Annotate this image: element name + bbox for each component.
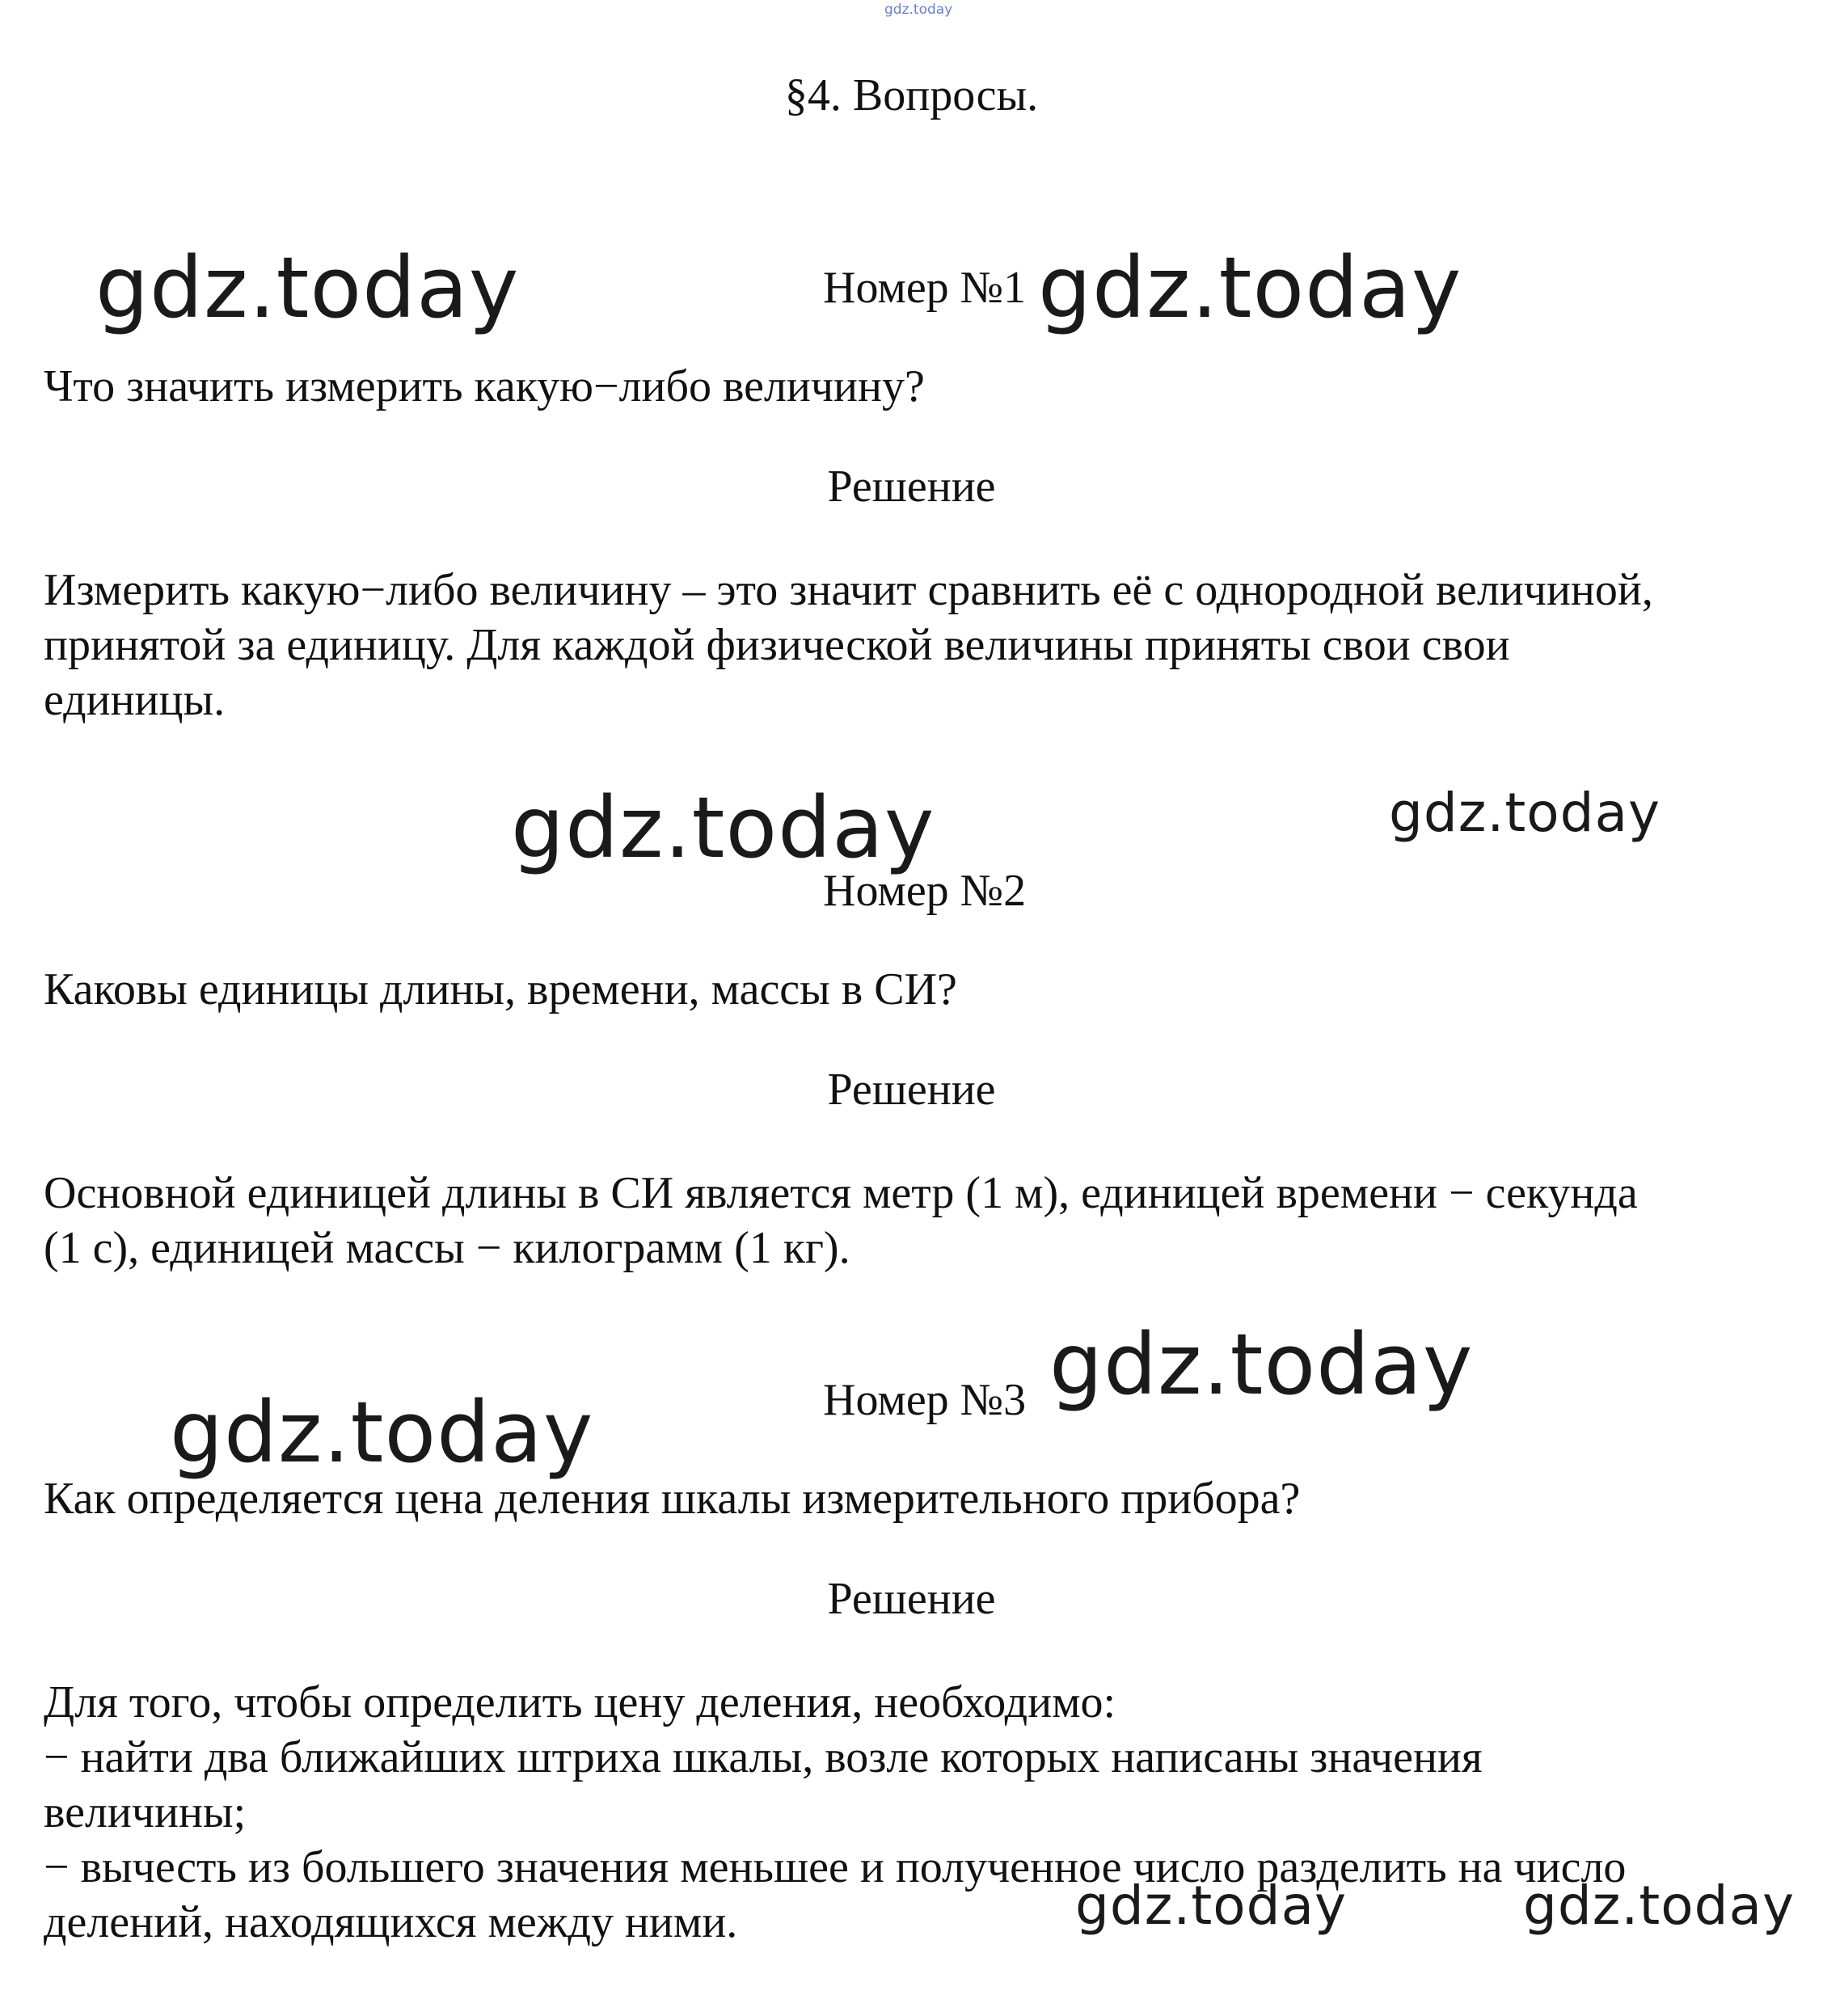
problem-3-answer-line: − найти два ближайших штриха шкалы, возле которых написаны значения xyxy=(44,1732,1483,1782)
problem-3-number: Номер №3 xyxy=(823,1375,1027,1425)
problem-2-number: Номер №2 xyxy=(823,866,1027,916)
problem-1-answer xyxy=(44,563,1653,728)
watermark-1: gdz.today xyxy=(95,238,520,337)
problem-1-number: Номер №1 xyxy=(823,263,1027,313)
watermark-top: gdz.today xyxy=(884,2,953,18)
watermark-3: gdz.today xyxy=(511,778,935,877)
watermark-4: gdz.today xyxy=(1389,782,1661,844)
problem-3-answer-line: делений, находящихся между ними. xyxy=(44,1897,738,1947)
problem-3-solution-label: Решение xyxy=(827,1574,996,1624)
watermark-7: gdz.today xyxy=(1075,1875,1348,1937)
problem-1-answer-line: единицы. xyxy=(44,675,226,725)
problem-2-solution-label: Решение xyxy=(827,1065,996,1115)
problem-1-answer-line: Измерить какую−либо величину – это значит сравнить её с однородной величиной, xyxy=(44,565,1653,615)
problem-2-answer xyxy=(44,1166,1638,1276)
problem-2-question: Каковы единицы длины, времени, массы в СИ? xyxy=(44,964,957,1014)
problem-2-answer-line: (1 с), единицей массы − килограмм (1 кг). xyxy=(44,1223,850,1273)
problem-3-answer-line: величины; xyxy=(44,1787,247,1837)
problem-1-question: Что значить измерить какую−либо величину? xyxy=(44,361,925,411)
watermark-8: gdz.today xyxy=(1523,1875,1796,1937)
watermark-5: gdz.today xyxy=(1049,1315,1474,1414)
problem-3-question: Как определяется цена деления шкалы измерительного прибора? xyxy=(44,1474,1301,1524)
problem-3-answer-line: − вычесть из большего значения меньшее и полученное число разделить на число xyxy=(44,1842,1627,1892)
section-title: §4. Вопросы. xyxy=(784,70,1039,120)
problem-3-answer xyxy=(44,1675,1626,1950)
problem-3-answer-line: Для того, чтобы определить цену деления, необходимо: xyxy=(44,1677,1116,1727)
problem-1-solution-label: Решение xyxy=(827,462,996,512)
problem-1-answer-line: принятой за единицу. Для каждой физической величины приняты свои свои xyxy=(44,620,1510,670)
problem-2-answer-line: Основной единицей длины в СИ является метр (1 м), единицей времени − секунда xyxy=(44,1168,1638,1218)
watermark-6: gdz.today xyxy=(170,1383,594,1482)
watermark-2: gdz.today xyxy=(1038,238,1462,337)
